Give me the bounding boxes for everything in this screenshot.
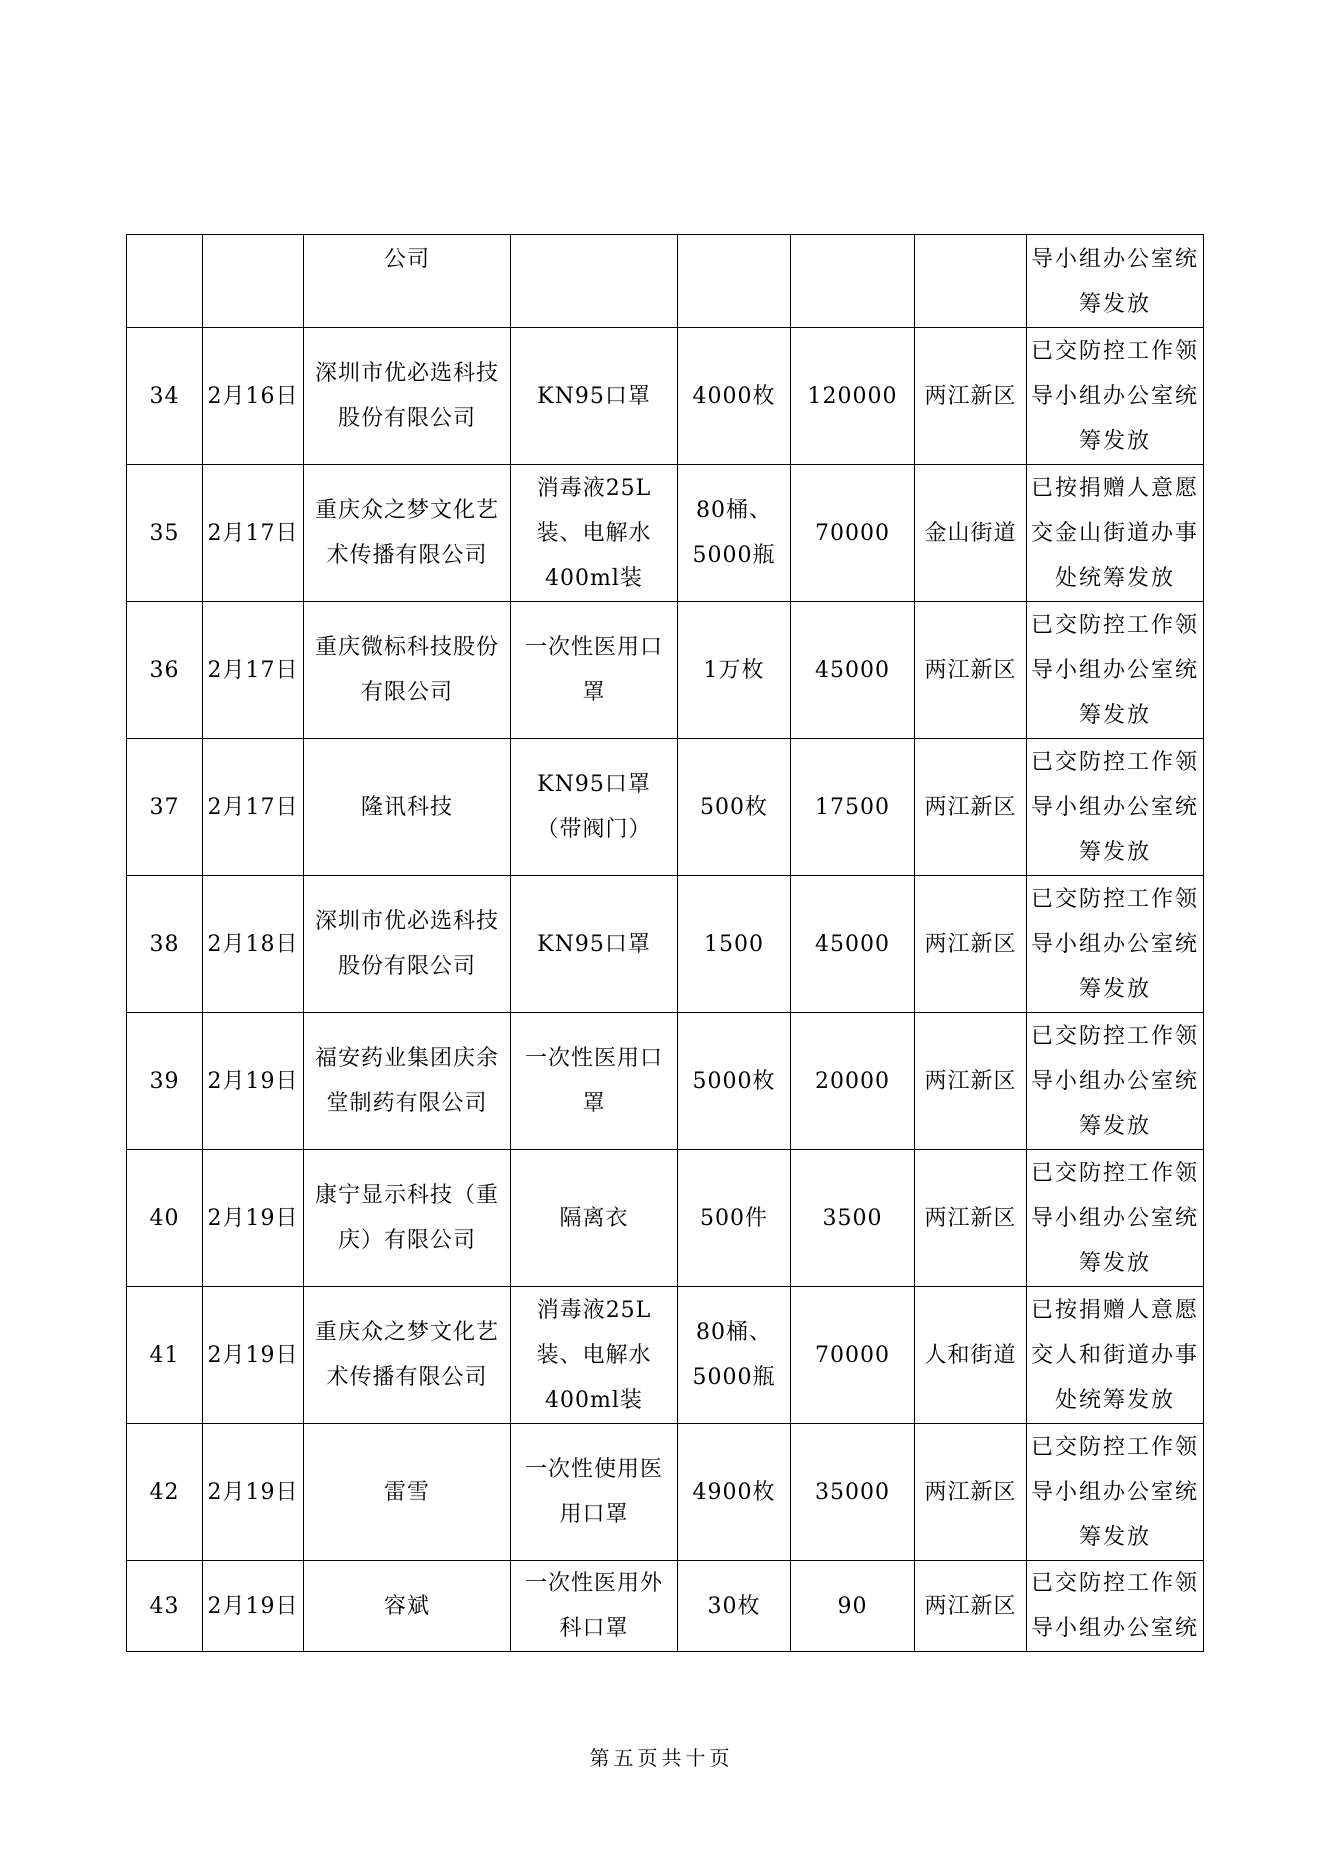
cell-no: 38 [127, 876, 203, 1013]
cell-recipient: 两江新区 [915, 1424, 1027, 1561]
cell-company: 福安药业集团庆余堂制药有限公司 [304, 1013, 511, 1150]
cell-date [203, 235, 304, 328]
cell-value: 90 [791, 1561, 915, 1652]
cell-value [791, 235, 915, 328]
cell-value: 70000 [791, 1287, 915, 1424]
cell-company: 深圳市优必选科技股份有限公司 [304, 876, 511, 1013]
cell-note: 已按捐赠人意愿交金山街道办事处统筹发放 [1027, 465, 1204, 602]
cell-recipient: 两江新区 [915, 739, 1027, 876]
cell-date: 2月19日 [203, 1287, 304, 1424]
table-row [127, 1013, 1204, 1150]
cell-item: 一次性医用口罩 [511, 1013, 678, 1150]
cell-item: 一次性医用口罩 [511, 602, 678, 739]
table-row [127, 739, 1204, 876]
cell-date: 2月17日 [203, 739, 304, 876]
cell-quantity: 80桶、5000瓶 [678, 465, 791, 602]
cell-note: 已交防控工作领导小组办公室统筹发放 [1027, 739, 1204, 876]
cell-date: 2月19日 [203, 1013, 304, 1150]
cell-note: 已交防控工作领导小组办公室统筹发放 [1027, 1150, 1204, 1287]
cell-date: 2月16日 [203, 328, 304, 465]
cell-quantity: 80桶、5000瓶 [678, 1287, 791, 1424]
cell-no: 34 [127, 328, 203, 465]
cell-company: 深圳市优必选科技股份有限公司 [304, 328, 511, 465]
cell-date: 2月19日 [203, 1561, 304, 1652]
cell-item: KN95口罩 [511, 876, 678, 1013]
cell-note: 已交防控工作领导小组办公室统筹发放 [1027, 328, 1204, 465]
cell-recipient: 两江新区 [915, 602, 1027, 739]
cell-recipient: 两江新区 [915, 328, 1027, 465]
cell-no: 35 [127, 465, 203, 602]
cell-quantity: 4900枚 [678, 1424, 791, 1561]
cell-quantity: 4000枚 [678, 328, 791, 465]
cell-no: 36 [127, 602, 203, 739]
cell-quantity: 500件 [678, 1150, 791, 1287]
cell-item [511, 235, 678, 328]
cell-value: 45000 [791, 602, 915, 739]
table-row-continued [127, 235, 1204, 328]
table-row [127, 876, 1204, 1013]
cell-quantity: 5000枚 [678, 1013, 791, 1150]
table-row [127, 1287, 1204, 1424]
cell-item: 消毒液25L装、电解水400ml装 [511, 1287, 678, 1424]
cell-date: 2月18日 [203, 876, 304, 1013]
cell-note: 已交防控工作领导小组办公室统筹发放 [1027, 1424, 1204, 1561]
donation-table [126, 234, 1204, 1652]
cell-company-text: 公司 [383, 247, 430, 272]
cell-recipient: 金山街道 [915, 465, 1027, 602]
cell-date: 2月19日 [203, 1424, 304, 1561]
cell-item: KN95口罩（带阀门） [511, 739, 678, 876]
cell-item: 消毒液25L装、电解水400ml装 [511, 465, 678, 602]
table-row [127, 465, 1204, 602]
cell-note-text: 导小组办公室统筹发放 [1030, 247, 1199, 317]
page-footer: 第五页共十页 [589, 1746, 734, 1770]
cell-quantity: 30枚 [678, 1561, 791, 1652]
cell-value: 70000 [791, 465, 915, 602]
cell-item: 隔离衣 [511, 1150, 678, 1287]
cell-recipient: 两江新区 [915, 1013, 1027, 1150]
cell-date: 2月17日 [203, 465, 304, 602]
cell-recipient: 两江新区 [915, 1150, 1027, 1287]
cell-quantity: 1500 [678, 876, 791, 1013]
table-row [127, 1424, 1204, 1561]
table-row [127, 1561, 1204, 1652]
cell-value: 45000 [791, 876, 915, 1013]
cell-note: 已交防控工作领导小组办公室统筹发放 [1027, 876, 1204, 1013]
cell-value: 3500 [791, 1150, 915, 1287]
cell-no [127, 235, 203, 328]
cell-recipient: 两江新区 [915, 876, 1027, 1013]
cell-company: 容斌 [304, 1561, 511, 1652]
cell-company: 重庆众之梦文化艺术传播有限公司 [304, 1287, 511, 1424]
cell-no: 43 [127, 1561, 203, 1652]
cell-value: 20000 [791, 1013, 915, 1150]
table-row [127, 602, 1204, 739]
cell-no: 39 [127, 1013, 203, 1150]
cell-value: 17500 [791, 739, 915, 876]
cell-recipient: 人和街道 [915, 1287, 1027, 1424]
cell-no: 42 [127, 1424, 203, 1561]
cell-company: 重庆众之梦文化艺术传播有限公司 [304, 465, 511, 602]
cell-company: 隆讯科技 [304, 739, 511, 876]
cell-no: 37 [127, 739, 203, 876]
cell-value: 120000 [791, 328, 915, 465]
cell-item: 一次性医用外科口罩 [511, 1561, 678, 1652]
cell-note: 已交防控工作领导小组办公室统 [1027, 1561, 1204, 1652]
cell-date: 2月19日 [203, 1150, 304, 1287]
cell-company [304, 235, 511, 328]
cell-company: 雷雪 [304, 1424, 511, 1561]
cell-recipient: 两江新区 [915, 1561, 1027, 1652]
cell-quantity: 1万枚 [678, 602, 791, 739]
cell-date: 2月17日 [203, 602, 304, 739]
cell-quantity: 500枚 [678, 739, 791, 876]
table-row [127, 1150, 1204, 1287]
table-row [127, 328, 1204, 465]
cell-quantity [678, 235, 791, 328]
cell-no: 40 [127, 1150, 203, 1287]
cell-no: 41 [127, 1287, 203, 1424]
cell-note: 已交防控工作领导小组办公室统筹发放 [1027, 1013, 1204, 1150]
table-body [127, 235, 1204, 1652]
cell-company: 康宁显示科技（重庆）有限公司 [304, 1150, 511, 1287]
cell-note: 已按捐赠人意愿交人和街道办事处统筹发放 [1027, 1287, 1204, 1424]
cell-note [1027, 235, 1204, 328]
cell-note: 已交防控工作领导小组办公室统筹发放 [1027, 602, 1204, 739]
cell-recipient [915, 235, 1027, 328]
cell-item: 一次性使用医用口罩 [511, 1424, 678, 1561]
cell-value: 35000 [791, 1424, 915, 1561]
cell-company: 重庆微标科技股份有限公司 [304, 602, 511, 739]
cell-item: KN95口罩 [511, 328, 678, 465]
